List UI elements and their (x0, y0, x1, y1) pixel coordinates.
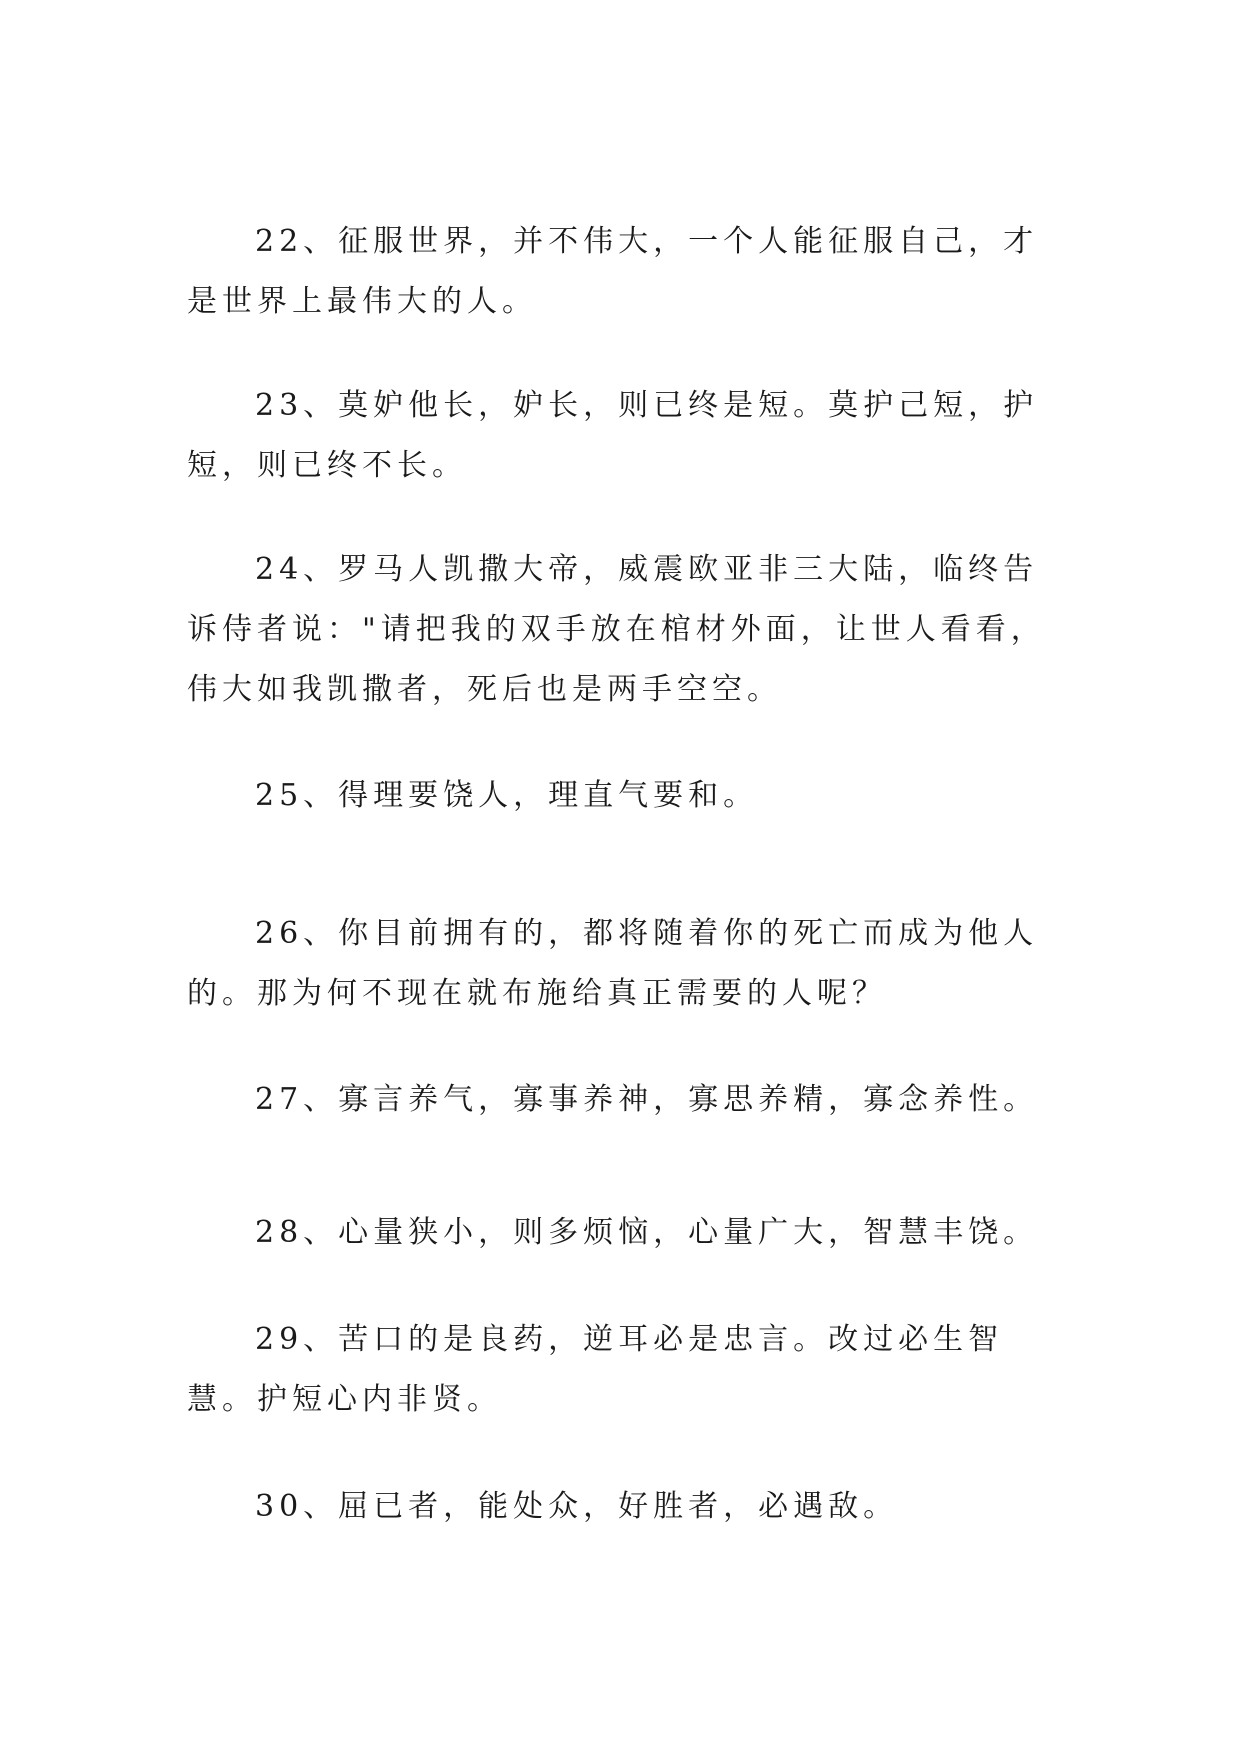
quote-paragraph-28: 28、心量狭小，则多烦恼，心量广大，智慧丰饶。 (255, 1215, 1039, 1250)
quote-paragraph-29: 29、苦口的是良药，逆耳必是忠言。改过必生智慧。护短心内非贤。 (187, 1322, 1004, 1417)
quote-paragraph-23: 23、莫妒他长，妒长，则已终是短。莫护己短，护短，则已终不长。 (187, 388, 1039, 483)
quote-paragraph-26: 26、你目前拥有的，都将随着你的死亡而成为他人的。那为何不现在就布施给真正需要的人呢？ (187, 916, 1039, 1011)
quote-paragraph-24: 24、罗马人凯撒大帝，威震欧亚非三大陆，临终告诉侍者说："请把我的双手放在棺材外面，让世人看看，伟大如我凯撒者，死后也是两手空空。 (187, 552, 1046, 707)
quote-paragraph-22: 22、征服世界，并不伟大，一个人能征服自己，才是世界上最伟大的人。 (187, 224, 1039, 319)
quote-paragraph-25: 25、得理要饶人，理直气要和。 (255, 778, 759, 813)
quote-paragraph-30: 30、屈已者，能处众，好胜者，必遇敌。 (255, 1489, 899, 1524)
quote-paragraph-27: 27、寡言养气，寡事养神，寡思养精，寡念养性。 (255, 1082, 1039, 1117)
